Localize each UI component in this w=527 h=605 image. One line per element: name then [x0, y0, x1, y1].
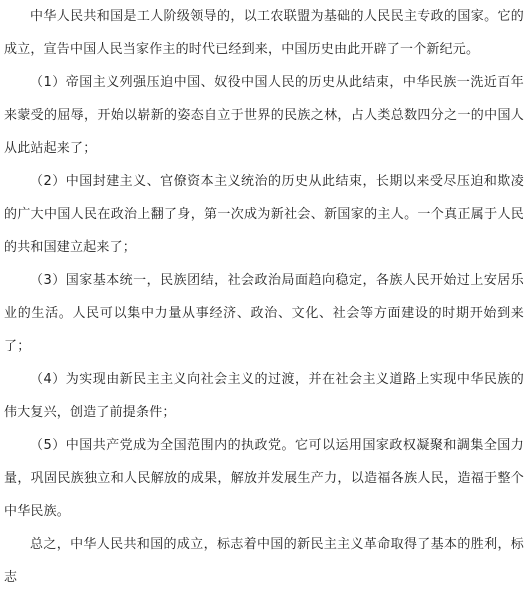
paragraph-point-1: （1）帝国主义列强压迫中国、奴役中国人民的历史从此结束，中华民族一洗近百年来蒙受的屈辱，开始以崭新的姿态自立于世界的民族之林，占人类总数四分之一的中国人从此站起来了； — [4, 75, 524, 156]
paragraph-summary: 总之，中华人民共和国的成立，标志着中国的新民主主义革命取得了基本的胜利，标志 — [4, 537, 524, 585]
paragraph-intro: 中华人民共和国是工人阶级领导的，以工农联盟为基础的人民民主专政的国家。它的成立，宣告中国人民当家作主的时代已经到来，中国历史由此开辟了一个新纪元。 — [4, 9, 524, 57]
paragraph-point-5: （5）中国共产党成为全国范围内的执政党。它可以运用国家政权凝聚和調集全国力量，巩固民族独立和人民解放的成果，解放并发展生产力，以造福各族人民，造福于整个中华民族。 — [4, 438, 524, 519]
document-body — [4, 0, 524, 594]
paragraph-point-3: （3）国家基本统一，民族团结，社会政治局面趋向稳定，各族人民开始过上安居乐业的生活。人民可以集中力量从事经济、政治、文化、社会等方面建设的时期开始到来了； — [4, 273, 524, 354]
paragraph-point-4: （4）为实现由新民主主义向社会主义的过渡，并在社会主义道路上实现中华民族的伟大复兴，创造了前提条件； — [4, 372, 524, 420]
paragraph-point-2: （2）中国封建主义、官僚资本主义统治的历史从此结束，长期以来受尽压迫和欺凌的广大中国人民在政治上翻了身，第一次成为新社会、新国家的主人。一个真正属于人民的共和国建立起来了； — [4, 174, 524, 255]
